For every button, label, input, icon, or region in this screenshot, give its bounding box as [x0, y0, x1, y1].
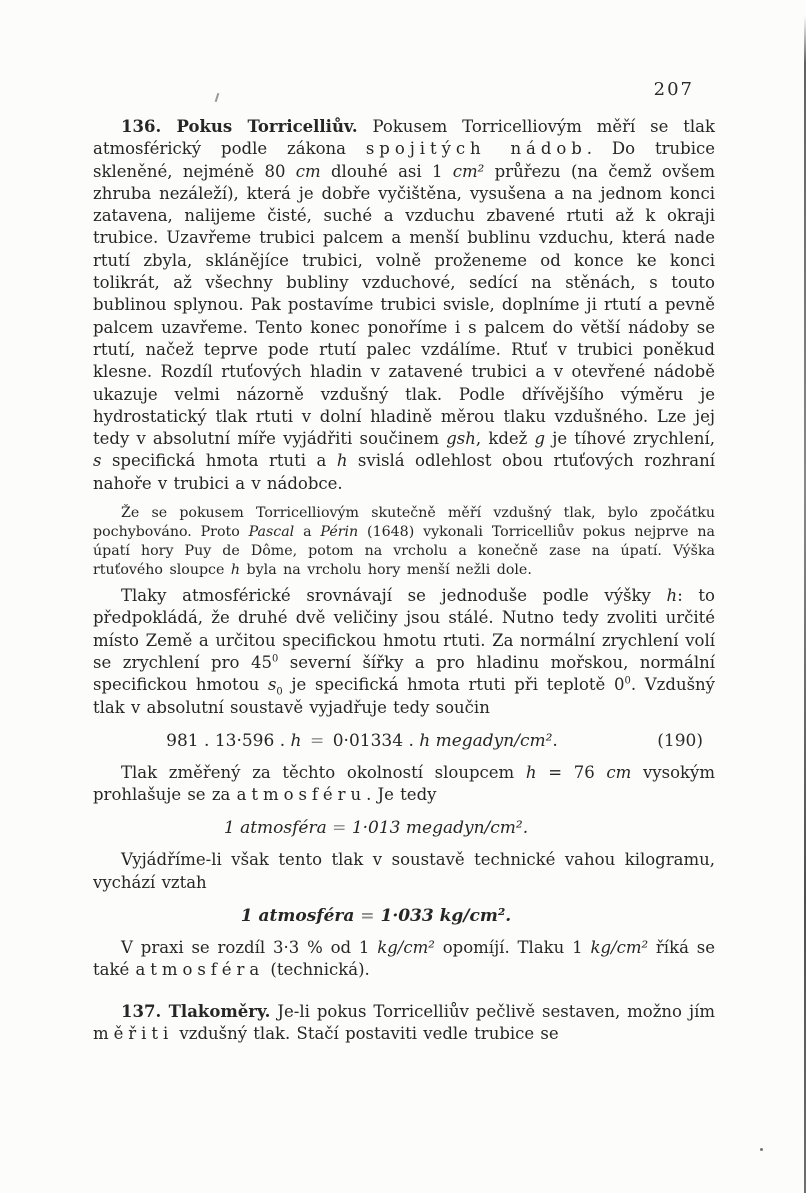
text-segment: kg/cm²	[377, 938, 435, 958]
text-segment: g	[534, 429, 546, 449]
text-segment: atmosféru	[236, 785, 367, 805]
text-segment: , kdež	[475, 429, 535, 449]
paragraph	[93, 762, 715, 807]
text-segment: cm²	[452, 161, 485, 181]
text-segment: 1·033 kg/cm².	[380, 906, 512, 927]
text-segment: dlouhé asi 1	[320, 161, 453, 181]
text-segment: . Vzdušný tlak v absolutní soustavě vyjadřuje tedy součin	[93, 675, 715, 717]
text-segment: průřezu (na čemž ovšem zhruba nezáleží), která je dobře vyčištěna, vysušena a na jednom konci zatavena, nalijeme čisté, suché a vzduchu zbavené rtuti až k okraji trubice. Uzavřeme trubici palcem a menší bublinu vzduchu, která nade rtutí zbyla, sklánějíce trubici, volně proženeme od konce ke konci tolikrát, až všechny bubliny vzduchové, sedící na stěnách, s touto bublinou splynou. Pak postavíme trubici svisle, doplníme ji rtutí a pevně palcem uzavřeme. Tento konec ponoříme i s palcem do větší nádoby se rtutí, načež teprve pode rtutí palec vzdálíme. Rtuť v trubici poněkud klesne. Rozdíl rtuťových hladin v zatavené trubici a v otevřené nádobě ukazuje velmi názorně vzdušný tlak. Podle dřívějšího výměru je hydrostatický tlak rtuti v dolní hladině měrou tlaku vzdušného. Lze jej tedy v absolutní míře vyjádřiti součinem	[93, 161, 715, 449]
text-segment: 0	[276, 686, 283, 698]
text-segment: 0	[624, 675, 631, 687]
paragraph	[93, 937, 715, 982]
text-segment: Vyjádříme-li však tento tlak v soustavě technické vahou kilogramu, vychází vztah	[93, 850, 715, 892]
text-segment: svislá odlehlost obou rtuťových rozhraní nahoře v trubici a v nádobce.	[93, 451, 715, 493]
text-segment: h	[230, 562, 241, 579]
text-segment: je tíhové zrychlení,	[545, 429, 715, 449]
paragraph	[93, 849, 715, 894]
equation-row	[93, 816, 715, 840]
equation-row	[93, 904, 715, 928]
text-segment: cm	[295, 161, 321, 181]
text-segment: spojitých nádob	[365, 139, 587, 159]
text-segment: a	[294, 524, 321, 541]
scan-speck	[760, 1148, 763, 1151]
equation-row	[93, 729, 715, 753]
equation	[166, 729, 558, 753]
text-segment: vzdušný tlak. Stačí postaviti vedle trubice se	[173, 1023, 559, 1043]
text-segment: : to předpokládá, že druhé dvě veličiny jsou stálé. Nutno tedy zvoliti určité místo Země a určitou specifickou hmotu rtuti. Za normální zrychlení volí se zrychlení pro 45	[93, 586, 715, 672]
text-segment: 137. Tlakoměry.	[121, 1001, 271, 1021]
text-segment: 136. Pokus Torricelliův.	[121, 117, 358, 136]
text-segment: 1·013 megadyn/cm².	[351, 818, 529, 839]
text-segment: =	[301, 730, 333, 751]
text-segment: s	[93, 451, 102, 471]
equation	[241, 904, 511, 928]
text-segment: V praxi se rozdíl 3·3 % od 1	[121, 938, 378, 958]
text-segment: . Je tedy	[366, 785, 437, 805]
text-segment: Tlak změřený za těchto okolností sloupcem	[121, 762, 526, 782]
text-segment: 1 atmosféra	[240, 906, 355, 927]
text-segment: specifická hmota rtuti a	[101, 451, 337, 471]
text-segment: říká se také	[93, 938, 715, 980]
text-segment: =	[354, 906, 381, 927]
text-segment: opomíjí. Tlaku 1	[434, 938, 591, 958]
text-segment: byla na vrcholu hory menší nežli dole.	[240, 562, 532, 579]
text-segment: Pokusem Torricelliovým měří se tlak atmosférický podle zákona	[93, 117, 715, 159]
text-segment: cm	[606, 762, 632, 782]
text-segment: h	[336, 451, 348, 471]
text-segment: měřiti	[93, 1023, 174, 1043]
text-segment: 0	[271, 653, 279, 665]
text-segment: vysokým prohlašuje se za	[93, 762, 715, 805]
text-segment: Tlaky atmosférické srovnávají se jednoduše podle výšky	[121, 586, 667, 606]
text-segment: h megadyn/cm²	[419, 730, 553, 751]
text-segment: =	[326, 818, 352, 839]
text-column	[93, 116, 715, 1045]
text-segment: Périn	[320, 524, 359, 541]
page-number: 207	[653, 79, 694, 100]
text-segment: . Do trubice skleněné, nejméně 80	[93, 139, 715, 181]
text-segment: s	[267, 675, 277, 695]
text-segment: Pascal	[248, 524, 295, 541]
text-segment: = 76	[536, 762, 607, 782]
paragraph	[93, 116, 715, 495]
text-segment: h	[290, 730, 302, 751]
paragraph	[93, 504, 715, 580]
text-segment: h	[666, 586, 678, 606]
equation-number: (190)	[657, 730, 703, 751]
text-segment: 0·01334 .	[332, 730, 420, 751]
text-segment: h	[525, 762, 537, 782]
equation	[224, 816, 528, 840]
text-segment: 981 . 13·596 .	[166, 730, 291, 751]
scan-speck	[215, 93, 220, 102]
text-segment: Že se pokusem Torricelliovým skutečně měří vzdušný tlak, bylo zpočátku pochybováno. Proto	[93, 505, 715, 541]
text-segment: Je-li pokus Torricelliův pečlivě sestaven, možno jím	[270, 1001, 715, 1021]
text-segment: atmosféra	[135, 960, 265, 980]
text-segment: gsh	[446, 429, 476, 449]
paragraph	[93, 585, 715, 719]
text-segment: kg/cm²	[590, 938, 649, 958]
text-segment: 1 atmosféra	[223, 818, 327, 839]
paragraph	[93, 1001, 715, 1046]
text-segment: .	[552, 730, 558, 751]
text-segment: (technická).	[264, 960, 370, 980]
text-segment: severní šířky a pro hladinu mořskou, normální specifickou hmotou	[93, 652, 715, 695]
text-segment: (1648) vykonali Torricelliův pokus nejprve na úpatí hory Puy de Dôme, potom na vrcholu a konečně zase na úpatí. Výška rtuťového sloupce	[93, 524, 715, 579]
text-segment: je specifická hmota rtuti při teplotě 0	[282, 675, 625, 695]
